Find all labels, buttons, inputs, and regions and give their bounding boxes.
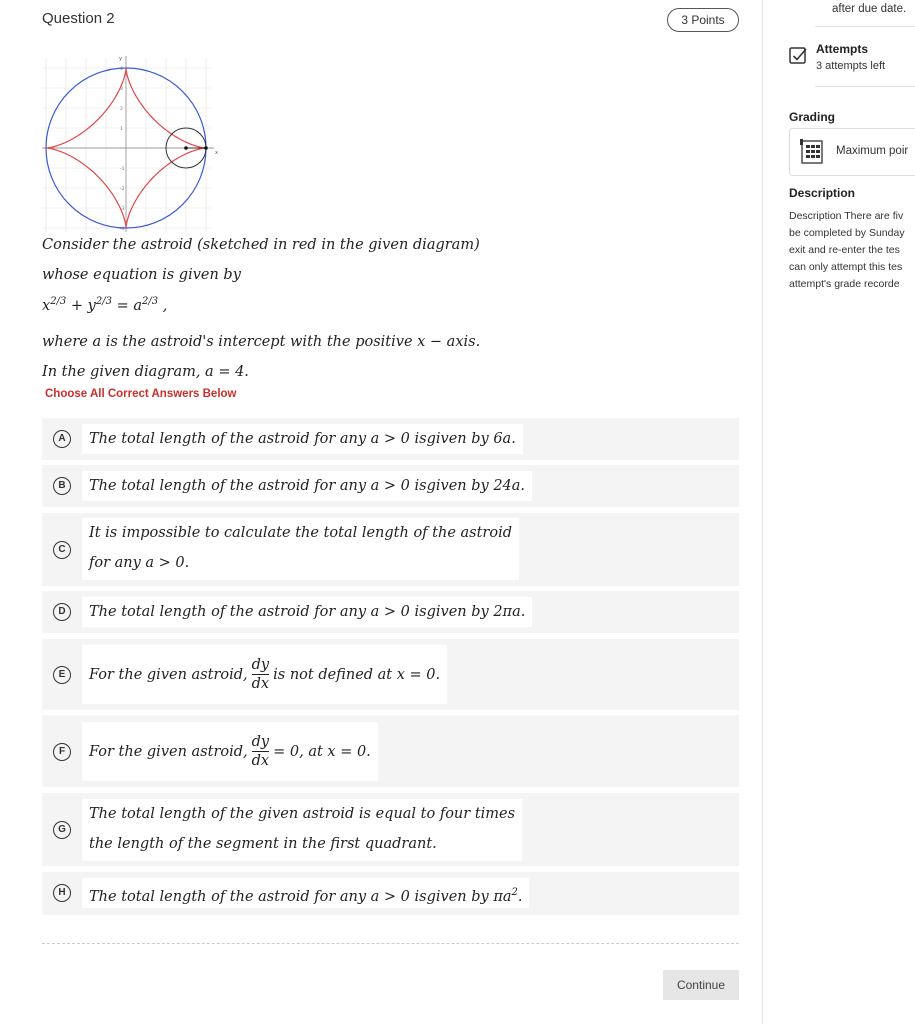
instruction-text: Choose All Correct Answers Below — [45, 388, 237, 400]
option-text-d: The total length of the astroid for any a > 0 isgiven by 2πa. — [82, 597, 532, 627]
eq-exp-3: 2/3 — [141, 296, 159, 307]
y-tick-label: -2 — [120, 187, 125, 192]
option-text-g-line-1: The total length of the given astroid is equal to four times — [89, 806, 516, 822]
calculator-icon — [798, 137, 824, 165]
due-date-text: after due date. — [832, 3, 907, 15]
sidebar-divider — [762, 0, 763, 1024]
option-h-sup: 2 — [511, 887, 518, 898]
contact-point — [204, 146, 208, 150]
option-text-c-line-2: for any a > 0. — [89, 555, 190, 571]
eq-y: y — [87, 297, 96, 314]
answer-option-c[interactable] — [42, 513, 739, 586]
option-e-pre: For the given astroid, — [89, 666, 248, 683]
option-e-post: is not defined at x = 0. — [273, 666, 441, 683]
points-badge: 3 Points — [667, 8, 739, 32]
stem-line-5: In the given diagram, a = 4. — [42, 364, 249, 380]
option-text-f — [82, 722, 378, 781]
option-letter-c: C — [53, 541, 71, 559]
eq-a: a — [133, 297, 142, 314]
answer-option-h[interactable] — [42, 872, 739, 915]
option-text-a: The total length of the astroid for any a > 0 isgiven by 6a. — [82, 424, 523, 454]
attempts-value: 3 attempts left — [816, 60, 886, 72]
option-letter-d: D — [53, 603, 71, 621]
stem-line-2: whose equation is given by — [42, 267, 241, 283]
option-text-g — [82, 799, 522, 861]
y-tick-label: -3 — [120, 207, 125, 212]
option-h-text: The total length of the astroid for any a > 0 isgiven by πa — [89, 888, 512, 905]
y-tick-label: -1 — [120, 167, 125, 172]
sidebar-rule-2 — [815, 86, 915, 87]
description-line: Description There are fiv — [789, 210, 904, 222]
attempts-icon — [789, 45, 809, 65]
attempts-title: Attempts — [816, 42, 869, 56]
eq-comma: , — [162, 297, 168, 314]
derivative-fraction-e: $\frac{dy}{dx}$ — [251, 656, 270, 692]
sidebar-rule-1 — [815, 26, 915, 27]
option-letter-e: E — [53, 666, 71, 684]
option-text-c — [82, 518, 519, 580]
divider-line — [42, 943, 739, 944]
option-letter-a: A — [53, 430, 71, 448]
option-letter-b: B — [53, 477, 71, 495]
option-letter-g: G — [53, 821, 71, 839]
option-f-pre: For the given astroid, — [89, 743, 248, 760]
option-text-c-line-1: It is impossible to calculate the total length of the astroid — [89, 525, 513, 541]
y-tick-label: 2 — [120, 107, 123, 112]
option-h-end: . — [517, 888, 523, 905]
option-letter-h: H — [53, 884, 71, 902]
answer-option-f[interactable] — [42, 715, 739, 787]
option-text-g-line-2: the length of the segment in the first quadrant. — [89, 836, 437, 852]
description-title: Description — [789, 186, 856, 200]
eq-plus: + — [70, 297, 84, 314]
answer-option-a[interactable] — [42, 418, 739, 460]
stem-line-1: Consider the astroid (sketched in red in the given diagram) — [42, 237, 480, 253]
option-f-post: = 0, at x = 0. — [273, 743, 371, 760]
y-tick-label: 4 — [120, 67, 123, 72]
description-line: exit and re-enter the tes — [789, 244, 900, 256]
question-title: Question 2 — [42, 10, 115, 27]
answer-option-g[interactable] — [42, 793, 739, 866]
answer-option-b[interactable] — [42, 465, 739, 507]
astroid-diagram — [42, 52, 220, 232]
y-tick-label: 1 — [120, 127, 123, 132]
option-letter-f: F — [53, 743, 71, 761]
description-line: be completed by Sunday — [789, 227, 905, 239]
y-tick-label: -4 — [120, 227, 125, 232]
grading-box — [789, 128, 915, 176]
description-line: attempt's grade recorde — [789, 278, 900, 290]
grading-value: Maximum poir — [836, 145, 909, 157]
stem-equation — [42, 296, 167, 314]
answer-option-d[interactable] — [42, 591, 739, 633]
option-text-h — [82, 878, 529, 908]
grading-title: Grading — [789, 110, 836, 124]
derivative-fraction-f: $\frac{dy}{dx}$ — [251, 733, 270, 769]
description-body — [789, 208, 905, 293]
y-tick-label: 3 — [120, 87, 123, 92]
eq-exp-1: 2/3 — [50, 296, 67, 307]
eq-exp-2: 2/3 — [95, 296, 112, 307]
eq-x: x — [42, 297, 51, 314]
stem-line-4: where a is the astroid's intercept with the positive x − axis. — [42, 334, 481, 350]
continue-button[interactable]: Continue — [663, 970, 739, 1000]
y-axis-name: y — [119, 56, 122, 62]
rolling-circle-center — [184, 146, 188, 150]
answer-option-e[interactable] — [42, 639, 739, 710]
description-line: can only attempt this tes — [789, 261, 903, 273]
option-text-e — [82, 645, 447, 704]
eq-equals: = — [116, 297, 129, 314]
x-axis-name: x — [215, 150, 218, 156]
option-text-b: The total length of the astroid for any a > 0 isgiven by 24a. — [82, 471, 532, 501]
